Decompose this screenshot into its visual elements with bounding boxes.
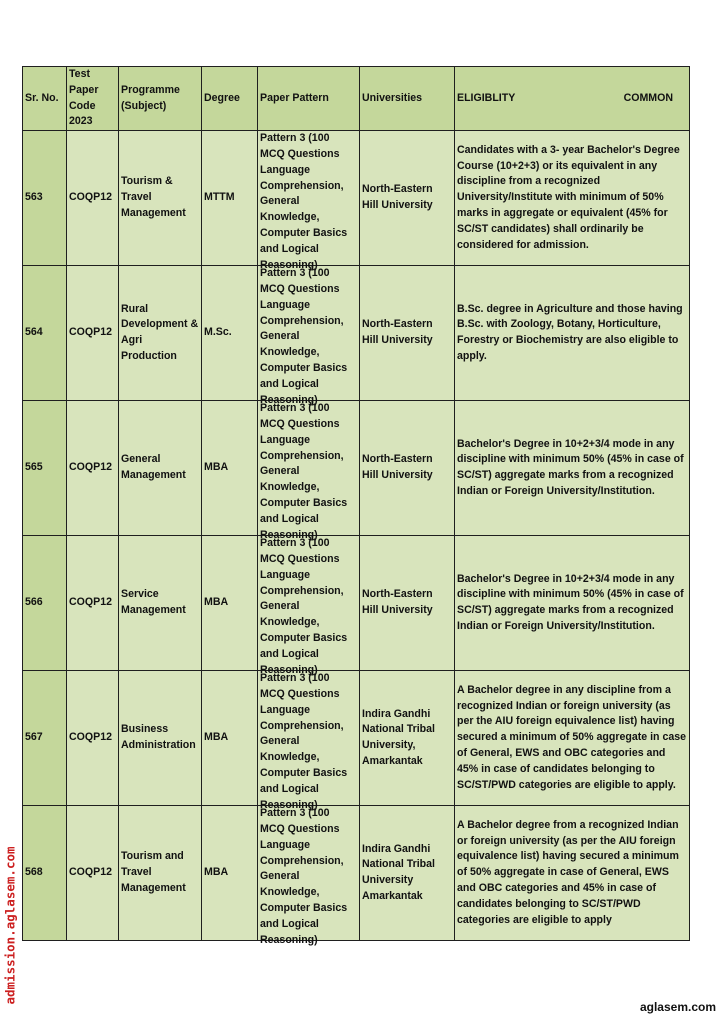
cell-sr-no: 568 (23, 806, 67, 941)
cell-paper-pattern (258, 401, 360, 541)
cell-programme: Tourism and Travel Management (119, 806, 202, 941)
table-row (23, 131, 690, 266)
cell-programme: Rural Development & Agri Production (119, 266, 202, 401)
table-row (23, 671, 690, 806)
cell-eligibility: Candidates with a 3- year Bachelor's Degree Course (10+2+3) or its equivalent in any discipline from a recognized University/Institute with minimum of 50% marks in aggregate or equivalent (45% for SC/ST candidates) shall ordinarily be considered for admission. (455, 131, 690, 266)
header-sr-no: Sr. No. (23, 67, 67, 131)
cell-degree: MBA (202, 401, 258, 536)
cell-test-paper-code: COQP12 (67, 671, 119, 806)
cell-degree: MTTM (202, 131, 258, 266)
header-eligibility-common: COMMON (623, 91, 673, 104)
paper-pattern-text: Pattern 3 (100 MCQ Questions Language Comprehension, General Knowledge, Computer Basics and Logical Reasoning) (260, 267, 348, 406)
table-row (23, 266, 690, 401)
cell-paper-pattern (258, 806, 360, 946)
cell-paper-pattern (258, 131, 360, 271)
table-row (23, 806, 690, 941)
cell-degree: MBA (202, 536, 258, 671)
cell-degree: MBA (202, 806, 258, 941)
header-eligibility-label: ELIGIBLITY (457, 91, 516, 104)
header-eligibility (455, 67, 690, 131)
cell-university: North-Eastern Hill University (360, 131, 455, 266)
cell-eligibility: A Bachelor degree from a recognized Indian or foreign university (as per the AIU foreign equivalence list) having secured a minimum of 50% aggregate in case of General, EWS and OBC categories and 45% in case of candidates belonging to SC/ST/PWD categories are eligible to apply (455, 806, 690, 941)
cell-paper-pattern (258, 536, 360, 676)
cell-test-paper-code: COQP12 (67, 131, 119, 266)
cell-eligibility: B.Sc. degree in Agriculture and those having B.Sc. with Zoology, Botany, Horticulture, Forestry or Biochemistry are also eligible to apply. (455, 266, 690, 401)
side-watermark (0, 830, 20, 1020)
paper-pattern-text: Pattern 3 (100 MCQ Questions Language Comprehension, General Knowledge, Computer Basics and Logical Reasoning) (260, 132, 348, 271)
cell-university: North-Eastern Hill University (360, 536, 455, 671)
table-row (23, 401, 690, 536)
cell-eligibility: Bachelor's Degree in 10+2+3/4 mode in any discipline with minimum 50% (45% in case of SC/ST) aggregate marks from a recognized Indian or Foreign University/Institution. (455, 401, 690, 536)
cell-university: North-Eastern Hill University (360, 401, 455, 536)
cell-test-paper-code: COQP12 (67, 806, 119, 941)
cell-university: North-Eastern Hill University (360, 266, 455, 401)
cell-sr-no: 566 (23, 536, 67, 671)
table-row (23, 536, 690, 671)
cell-eligibility: Bachelor's Degree in 10+2+3/4 mode in any discipline with minimum 50% (45% in case of SC/ST) aggregate marks from a recognized Indian or Foreign University/Institution. (455, 536, 690, 671)
cell-university: Indira Gandhi National Tribal University, Amarkantak (360, 671, 455, 806)
cell-test-paper-code: COQP12 (67, 536, 119, 671)
cell-programme: Business Administration (119, 671, 202, 806)
table-header-row (23, 67, 690, 131)
cell-test-paper-code: COQP12 (67, 401, 119, 536)
cell-programme: Service Management (119, 536, 202, 671)
cell-sr-no: 567 (23, 671, 67, 806)
paper-pattern-text: Pattern 3 (100 MCQ Questions Language Comprehension, General Knowledge, Computer Basics and Logical Reasoning) (260, 402, 348, 541)
watermark-text: admission.aglasem.com (2, 845, 18, 1005)
paper-pattern-text: Pattern 3 (100 MCQ Questions Language Comprehension, General Knowledge, Computer Basics and Logical Reasoning) (260, 537, 348, 676)
cell-sr-no: 563 (23, 131, 67, 266)
header-test-paper-code: Test Paper Code 2023 (67, 67, 119, 131)
cell-eligibility: A Bachelor degree in any discipline from a recognized Indian or foreign university (as per the AIU foreign equivalence list) having secured a minimum of 50% aggregate in case of General, EWS and OBC categories and 45% in case of candidates belonging to SC/ST/PWD categories are eligible to apply. (455, 671, 690, 806)
cell-university: Indira Gandhi National Tribal University Amarkantak (360, 806, 455, 941)
header-programme: Programme (Subject) (119, 67, 202, 131)
cell-paper-pattern (258, 266, 360, 406)
cell-degree: MBA (202, 671, 258, 806)
programme-table (22, 66, 690, 946)
cell-test-paper-code: COQP12 (67, 266, 119, 401)
header-universities: Universities (360, 67, 455, 131)
cell-sr-no: 564 (23, 266, 67, 401)
cell-paper-pattern (258, 671, 360, 811)
cell-programme: General Management (119, 401, 202, 536)
paper-pattern-text: Pattern 3 (100 MCQ Questions Language Comprehension, General Knowledge, Computer Basics and Logical Reasoning) (260, 807, 348, 946)
footer-brand: aglasem.com (639, 1000, 716, 1014)
paper-pattern-text: Pattern 3 (100 MCQ Questions Language Comprehension, General Knowledge, Computer Basics and Logical Reasoning) (260, 672, 348, 811)
cell-degree: M.Sc. (202, 266, 258, 401)
cell-programme: Tourism & Travel Management (119, 131, 202, 266)
header-paper-pattern: Paper Pattern (258, 67, 360, 131)
cell-sr-no: 565 (23, 401, 67, 536)
header-degree: Degree (202, 67, 258, 131)
